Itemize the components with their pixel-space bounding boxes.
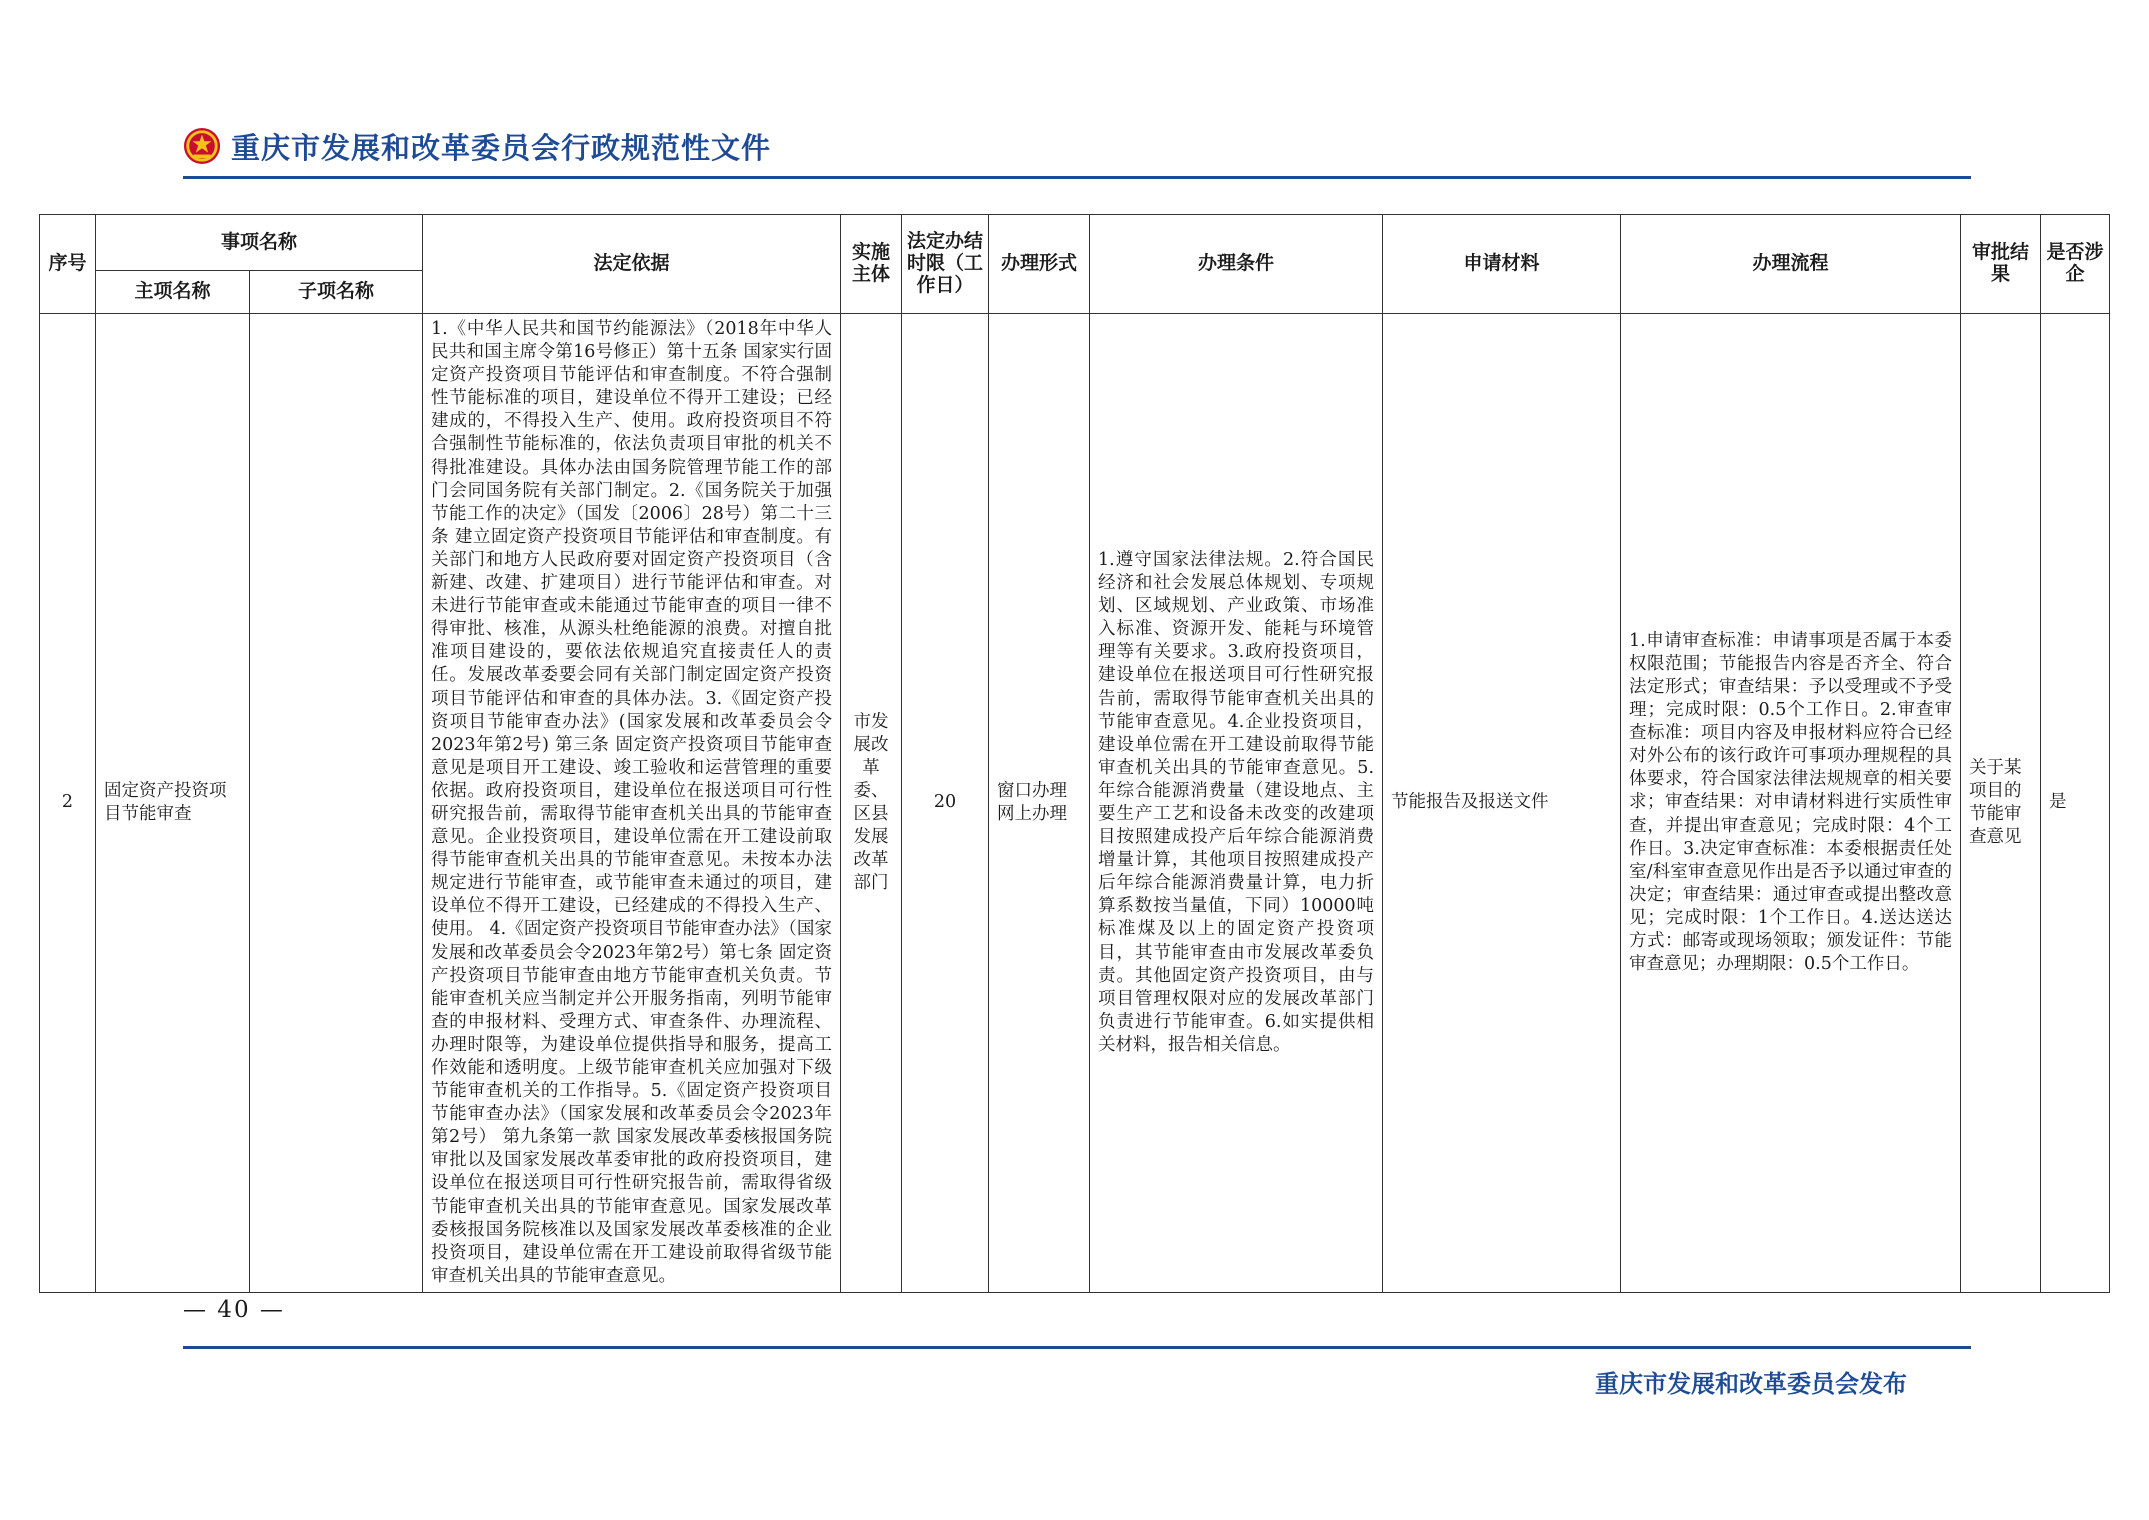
header-sub-item: 子项名称 bbox=[250, 271, 423, 314]
header-authority: 实施主体 bbox=[841, 215, 902, 314]
national-emblem-icon bbox=[183, 127, 221, 165]
cell-main-item: 固定资产投资项目节能审查 bbox=[96, 314, 250, 1293]
cell-legal-basis: 1.《中华人民共和国节约能源法》（2018年中华人民共和国主席令第16号修正）第十五条 国家实行固定资产投资项目节能评估和审查制度。不符合强制性节能标准的项目，建设单位不得开工建设；已经建成的，不得投入生产、使用。政府投资项目不符合强制性节能标准的，依法负责项目审批的机关不得批准建设。具体办法由国务院管理节能工作的部门会同国务院有关部门制定。2.《国务院关于加强节能工作的决定》（国发〔2006〕28号）第二十三条 建立固定资产投资项目节能评估和审查制度。有关部门和地方人民政府要对固定资产投资项目（含新建、改建、扩建项目）进行节能评估和审查。对未进行节能审查或未能通过节能审查的项目一律不得审批、核准，从源头杜绝能源的浪费。对擅自批准项目建设的，要依法依规追究直接责任人的责任。发展改革委要会同有关部门制定固定资产投资项目节能评估和审查的具体办法。3.《固定资产投资项目节能审查办法》(国家发展和改革委员会令2023年第2号) 第三条 固定资产投资项目节能审查意见是项目开工建设、竣工验收和运营管理的重要依据。政府投资项目，建设单位在报送项目可行性研究报告前，需取得节能审查机关出具的节能审查意见。企业投资项目，建设单位需在开工建设前取得节能审查机关出具的节能审查意见。未按本办法规定进行节能审查，或节能审查未通过的项目，建设单位不得开工建设，已经建成的不得投入生产、使用。 4.《固定资产投资项目节能审查办法》（国家发展和改革委员会令2023年第2号）第七条 固定资产投资项目节能审查由地方节能审查机关负责。节能审查机关应当制定并公开服务指南，列明节能审查的申报材料、受理方式、审查条件、办理流程、办理时限等，为建设单位提供指导和服务，提高工作效能和透明度。上级节能审查机关应加强对下级节能审查机关的工作指导。5.《固定资产投资项目节能审查办法》（国家发展和改革委员会令2023年第2号） 第九条第一款 国家发展改革委核报国务院审批以及国家发展改革委审批的政府投资项目，建设单位在报送项目可行性研究报告前，需取得省级节能审查机关出具的节能审查意见。国家发展改革委核报国务院核准以及国家发展改革委核准的企业投资项目，建设单位需在开工建设前取得省级节能审查机关出具的节能审查意见。 bbox=[423, 314, 841, 1293]
header-divider bbox=[183, 176, 1971, 179]
header-main-item: 主项名称 bbox=[96, 271, 250, 314]
header-seq: 序号 bbox=[40, 215, 96, 314]
cell-process: 1.申请审查标准：申请事项是否属于本委权限范围；节能报告内容是否齐全、符合法定形式；审查结果：予以受理或不予受理；完成时限：0.5个工作日。2.审查审查标准：项目内容及申报材料应符合已经对外公布的该行政许可事项办理规程的具体要求，符合国家法律法规规章的相关要求；审查结果：对申请材料进行实质性审查，并提出审查意见；完成时限：4个工作日。3.决定审查标准：本委根据责任处室/科室审查意见作出是否予以通过审查的决定；审查结果：通过审查或提出整改意见；完成时限：1个工作日。4.送达送达方式：邮寄或现场领取；颁发证件：节能审查意见；办理期限：0.5个工作日。 bbox=[1621, 314, 1961, 1293]
header-legal-basis: 法定依据 bbox=[423, 215, 841, 314]
header-method: 办理形式 bbox=[989, 215, 1090, 314]
cell-materials: 节能报告及报送文件 bbox=[1383, 314, 1621, 1293]
page-number: — 40 — bbox=[183, 1297, 285, 1323]
header-title: 重庆市发展和改革委员会行政规范性文件 bbox=[231, 130, 772, 165]
approval-items-table bbox=[39, 214, 2110, 1293]
cell-method: 窗口办理 网上办理 bbox=[989, 314, 1090, 1293]
header-process: 办理流程 bbox=[1621, 215, 1961, 314]
cell-result: 关于某项目的节能审查意见 bbox=[1961, 314, 2041, 1293]
cell-time-limit: 20 bbox=[902, 314, 989, 1293]
table-row bbox=[40, 314, 2110, 1293]
header-materials: 申请材料 bbox=[1383, 215, 1621, 314]
cell-conditions: 1.遵守国家法律法规。2.符合国民经济和社会发展总体规划、专项规划、区域规划、产业政策、市场准入标准、资源开发、能耗与环境管理等有关要求。3.政府投资项目，建设单位在报送项目可行性研究报告前，需取得节能审查机关出具的节能审查意见。4.企业投资项目，建设单位需在开工建设前取得节能审查机关出具的节能审查意见。5.年综合能源消费量（建设地点、主要生产工艺和设备未改变的改建项目按照建成投产后年综合能源消费增量计算，其他项目按照建成投产后年综合能源消费量计算，电力折算系数按当量值，下同）10000吨标准煤及以上的固定资产投资项目，其节能审查由市发展改革委负责。其他固定资产投资项目，由与项目管理权限对应的发展改革部门负责进行节能审查。6.如实提供相关材料，报告相关信息。 bbox=[1090, 314, 1383, 1293]
header-conditions: 办理条件 bbox=[1090, 215, 1383, 314]
header-time-limit: 法定办结时限（工作日） bbox=[902, 215, 989, 314]
cell-sub-item bbox=[250, 314, 423, 1293]
header-item-name: 事项名称 bbox=[96, 215, 423, 271]
header-result: 审批结果 bbox=[1961, 215, 2041, 314]
cell-authority: 市发展改革委、区县发展改革部门 bbox=[841, 314, 902, 1293]
document-header bbox=[183, 124, 771, 168]
cell-enterprise: 是 bbox=[2041, 314, 2110, 1293]
header-enterprise: 是否涉企 bbox=[2041, 215, 2110, 314]
cell-seq: 2 bbox=[40, 314, 96, 1293]
footer-divider bbox=[183, 1346, 1971, 1349]
footer-publisher: 重庆市发展和改革委员会发布 bbox=[1595, 1370, 1907, 1398]
